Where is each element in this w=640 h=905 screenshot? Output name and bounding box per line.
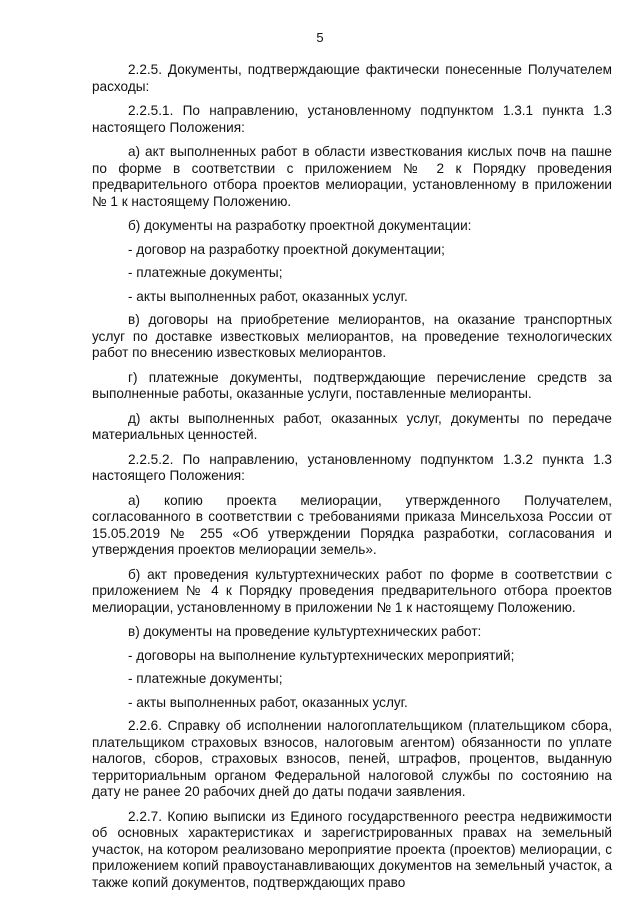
- paragraph-2-2-7: 2.2.7. Копию выписки из Единого государственного реестра недвижимости об основных характеристиках и зарегистрированных правах на земельный участок, на котором реализовано мероприятие проекта (проектов) мелиорации, с приложением копий правоустанавливающих документов на земельный участок, а также копий документов, подтверждающих право: [92, 808, 612, 890]
- paragraph-item-a: а) акт выполненных работ в области известкования кислых почв на пашне по форме в соответствии с приложением № 2 к Порядку проведения предварительного отбора проектов мелиорации, установленному в приложении № 1 к настоящему Положению.: [92, 144, 612, 209]
- paragraph-2-2-5-2: 2.2.5.2. По направлению, установленному подпунктом 1.3.2 пункта 1.3 настоящего Положения:: [92, 451, 612, 483]
- paragraph-2-2-6: 2.2.6. Справку об исполнении налогоплательщиком (плательщиком сбора, плательщиком страховых взносов, налоговым агентом) обязанности по уплате налогов, сборов, страховых взносов, пеней, штрафов, процентов, выданную территориальным органом Федеральной налоговой службы по состоянию на дату не ранее 20 рабочих дней до даты подачи заявления.: [92, 718, 612, 799]
- paragraph-2-2-5: 2.2.5. Документы, подтверждающие фактически понесенные Получателем расходы:: [92, 62, 612, 94]
- paragraph-item-v-2: в) документы на проведение культуртехнических работ:: [128, 624, 482, 639]
- paragraph-item-a-2: а) копию проекта мелиорации, утвержденного Получателем, согласованного в соответствии с требованиями приказа Минсельхоза России от 15.05.2019 № 255 «Об утверждении Порядка разработки, согласования и утверждения проектов мелиорации земель».: [92, 492, 612, 557]
- page-number: 5: [316, 30, 324, 45]
- list-item: - платежные документы;: [128, 671, 283, 686]
- list-item: - акты выполненных работ, оказанных услуг.: [128, 694, 408, 710]
- list-item: - договоры на выполнение культуртехнических мероприятий;: [128, 647, 515, 663]
- list-item: - договор на разработку проектной документации;: [128, 241, 445, 257]
- paragraph-item-g: г) платежные документы, подтверждающие перечисление средств за выполненные работы, оказанные услуги, поставленные мелиоранты.: [92, 369, 612, 401]
- paragraph-item-b-2: б) акт проведения культуртехнических работ по форме в соответствии с приложением № 4 к Порядку проведения предварительного отбора проектов мелиорации, установленному в приложении № 1 к настоящему Положению.: [92, 566, 612, 615]
- paragraph-item-b: б) документы на разработку проектной документации:: [128, 218, 472, 233]
- paragraph-item-v: в) договоры на приобретение мелиорантов, на оказание транспортных услуг по доставке известковых мелиорантов, на проведение технологических работ по внесению известковых мелиорантов.: [92, 312, 612, 360]
- paragraph-item-d: д) акты выполненных работ, оказанных услуг, документы по передаче материальных ценностей.: [92, 410, 612, 442]
- list-item: - платежные документы;: [128, 265, 283, 280]
- document-body: [92, 62, 612, 899]
- list-item: - акты выполненных работ, оказанных услуг.: [128, 288, 408, 304]
- paragraph-2-2-5-1: 2.2.5.1. По направлению, установленному подпунктом 1.3.1 пункта 1.3 настоящего Положения:: [92, 103, 612, 135]
